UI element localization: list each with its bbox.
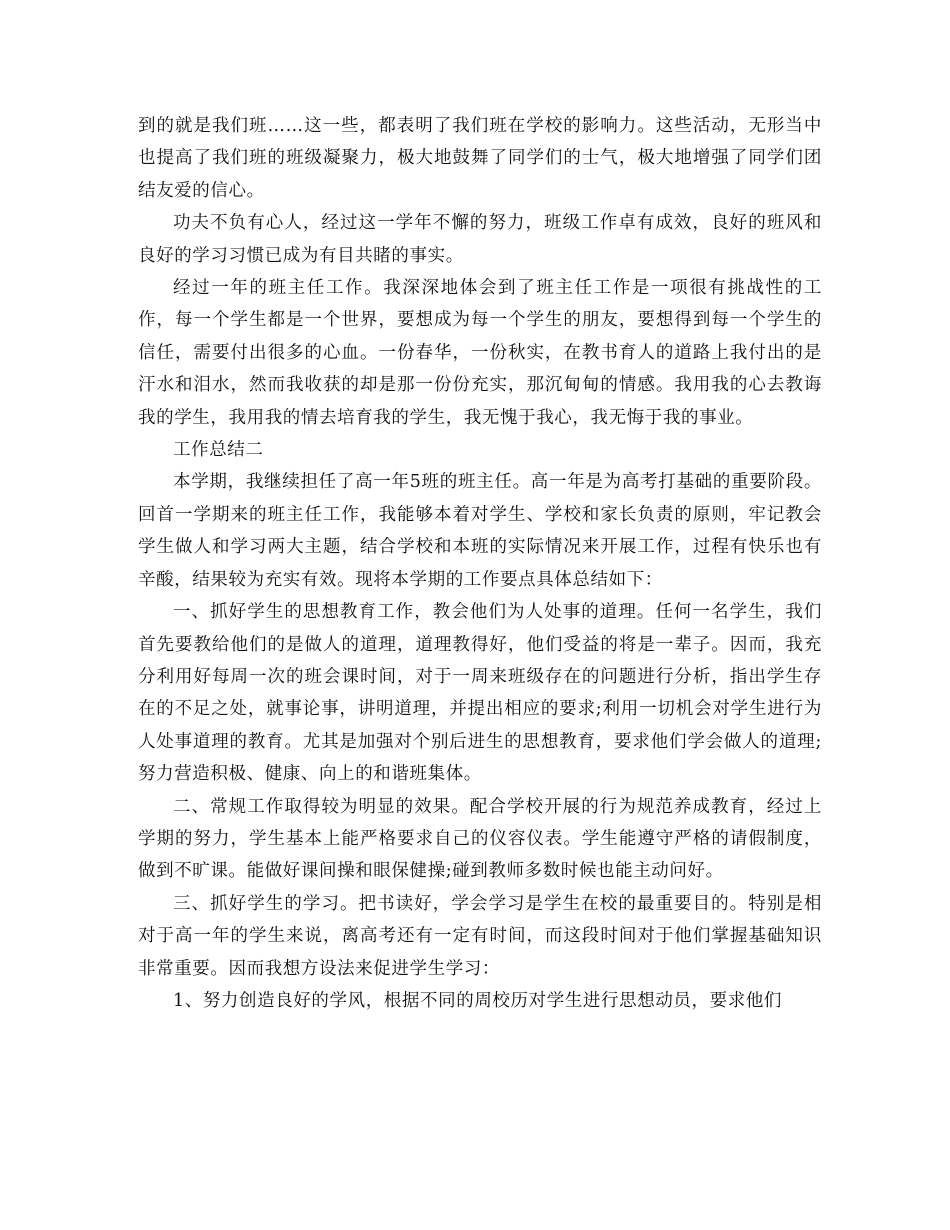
paragraph-8: 三、抓好学生的学习。把书读好，学会学习是学生在校的最重要目的。特别是相对于高一年的学生来说，离高考还有一定有时间，而这段时间对于他们掌握基础知识非常重要。因而我想方设法来促进学生学习： <box>138 893 822 979</box>
paragraph-9: 1、努力创造良好的学风，根据不同的周校历对学生进行思想动员，要求他们 <box>173 990 783 1011</box>
paragraph-2: 功夫不负有心人，经过这一学年不懈的努力，班级工作卓有成效，良好的班风和良好的学习习惯已成为有目共睹的事实。 <box>138 213 822 266</box>
paragraph-5: 本学期，我继续担任了高一年5班的班主任。高一年是为高考打基础的重要阶段。回首一学期来的班主任工作，我能够本着对学生、学校和家长负责的原则，牢记教会学生做人和学习两大主题，结合学校和本班的实际情况来开展工作，过程有快乐也有辛酸，结果较为充实有效。现将本学期的工作要点具体总结如下： <box>138 472 822 590</box>
paragraph-7: 二、常规工作取得较为明显的效果。配合学校开展的行为规范养成教育，经过上学期的努力，学生基本上能严格要求自己的仪容仪表。学生能遵守严格的请假制度，做到不旷课。能做好课间操和眼保健操;碰到教师多数时候也能主动问好。 <box>138 796 822 882</box>
paragraph-1: 到的就是我们班……这一些，都表明了我们班在学校的影响力。这些活动，无形当中也提高了我们班的班级凝聚力，极大地鼓舞了同学们的士气，极大地增强了同学们团结友爱的信心。 <box>138 116 822 201</box>
section-heading: 工作总结二 <box>173 440 264 461</box>
document-body <box>138 110 822 1017</box>
paragraph-3: 经过一年的班主任工作。我深深地体会到了班主任工作是一项很有挑战性的工作，每一个学生都是一个世界，要想成为每一个学生的朋友，要想得到每一个学生的信任，需要付出很多的心血。一份春华，一份秋实，在教书育人的道路上我付出的是汗水和泪水，然而我收获的却是那一份份充实，那沉甸甸的情感。我用我的心去教诲我的学生，我用我的情去培育我的学生，我无愧于我心，我无悔于我的事业。 <box>138 278 822 428</box>
paragraph-6: 一、抓好学生的思想教育工作，教会他们为人处事的道理。任何一名学生，我们首先要教给他们的是做人的道理，道理教得好，他们受益的将是一辈子。因而，我充分利用好每周一次的班会课时间，对于一周来班级存在的问题进行分析，指出学生存在的不足之处，就事论事，讲明道理，并提出相应的要求;利用一切机会对学生进行为人处事道理的教育。尤其是加强对个别后进生的思想教育，要求他们学会做人的道理;努力营造积极、健康、向上的和谐班集体。 <box>138 602 822 785</box>
